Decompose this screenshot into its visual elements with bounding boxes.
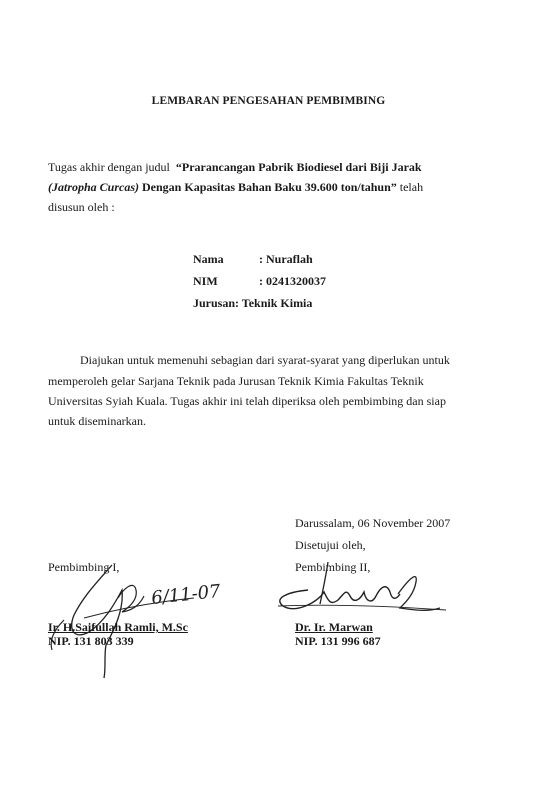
paragraph-line-2: memperoleh gelar Sarjana Teknik pada Jurusan Teknik Kimia Fakultas Teknik bbox=[48, 374, 424, 388]
identity-jurusan-label: Jurusan bbox=[193, 296, 236, 310]
paragraph-line-3: Universitas Syiah Kuala. Tugas akhir ini telah diperiksa oleh pembimbing dan siap bbox=[48, 394, 446, 408]
identity-nim-row bbox=[193, 274, 326, 289]
supervisor-2-name: Dr. Ir. Marwan bbox=[295, 620, 373, 634]
page-title: LEMBARAN PENGESAHAN PEMBIMBING bbox=[151, 95, 386, 107]
identity-nim-value: : 0241320037 bbox=[259, 274, 326, 288]
supervisor-2-signature bbox=[268, 560, 458, 620]
identity-name-label: Nama bbox=[193, 252, 224, 266]
supervisor-1-name: Ir. H.Saifullah Ramli, M.Sc bbox=[48, 620, 188, 634]
identity-name-row bbox=[193, 252, 313, 267]
supervisor-2-nip: NIP. 131 996 687 bbox=[295, 634, 381, 648]
intro-line-3: disusun oleh : bbox=[48, 200, 115, 214]
intro-prefix: Tugas akhir dengan judul bbox=[48, 160, 170, 174]
intro-line-2 bbox=[48, 180, 448, 195]
thesis-title-italic: (Jatropha Curcas) bbox=[48, 180, 140, 194]
paragraph-line-1: Diajukan untuk memenuhi sebagian dari syarat-syarat yang diperlukan untuk bbox=[80, 353, 450, 367]
handwritten-date: 6/11-07 bbox=[150, 580, 222, 609]
supervisor-1-role: Pembimbing I, bbox=[48, 560, 120, 574]
place-date: Darussalam, 06 November 2007 bbox=[295, 516, 451, 530]
paragraph-line-4: untuk diseminarkan. bbox=[48, 414, 146, 428]
thesis-title-part-2: Dengan Kapasitas Bahan Baku 39.600 ton/tahun” bbox=[142, 180, 397, 194]
identity-jurusan-value: : Teknik Kimia bbox=[235, 296, 313, 310]
identity-name-value: : Nuraflah bbox=[259, 252, 313, 266]
intro-suffix: telah bbox=[399, 180, 424, 194]
approved-by: Disetujui oleh, bbox=[295, 538, 366, 552]
thesis-title-part-1: “Prarancangan Pabrik Biodiesel dari Biji Jarak bbox=[175, 160, 422, 174]
supervisor-2-role: Pembimbing II, bbox=[295, 560, 371, 574]
supervisor-1-nip: NIP. 131 803 339 bbox=[48, 634, 134, 648]
identity-jurusan-row bbox=[193, 296, 312, 311]
identity-nim-label: NIM bbox=[193, 274, 218, 288]
intro-line-1 bbox=[48, 160, 448, 175]
